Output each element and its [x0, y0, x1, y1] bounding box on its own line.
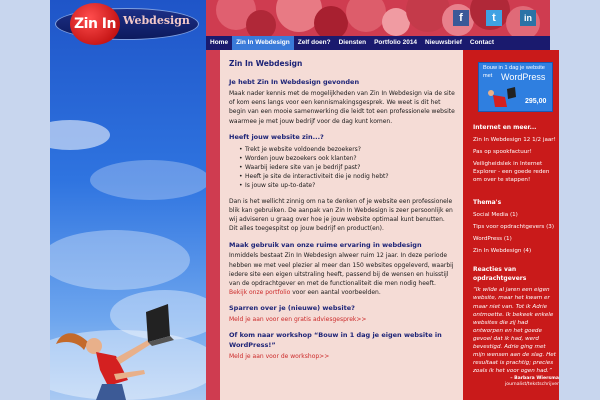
- nav-portfolio[interactable]: Portfolio 2014: [374, 39, 418, 46]
- advice-link[interactable]: Meld je aan voor een gratis adviesgesprek>>: [229, 315, 367, 323]
- facebook-icon[interactable]: f: [453, 10, 469, 26]
- approach-paragraph: Dan is het wellicht zinnig om na te denken of je website een professionele blik kan gebruiken. De aanpak van Zin In Webdesign is zeer persoonlijk en wij adviseren u graag over hoe je jouw website optimaal kunt benutten. Dit alles toegespitst op jouw bedrijf en product(en).: [229, 198, 453, 233]
- theme-item[interactable]: Zin In Webdesign (4): [473, 248, 532, 255]
- nav-nieuwsbrief[interactable]: Nieuwsbrief: [425, 39, 462, 46]
- reactions-title: Reacties van opdrachtgevers: [473, 266, 527, 282]
- logo-main[interactable]: Zin In: [70, 3, 120, 45]
- heading-workshop: Of kom naar workshop “Bouw in 1 dag je eigen website in WordPress!”: [229, 330, 442, 349]
- banner-wordpress: WordPress: [501, 72, 546, 82]
- list-item: • Trekt je website voldoende bezoekers?: [239, 145, 455, 154]
- news-section: [473, 124, 559, 188]
- testimonial-author: – Barbara Wiersma: [510, 375, 559, 381]
- nav-zin-in-webdesign[interactable]: Zin In Webdesign: [232, 36, 294, 50]
- banner-line1: Bouw in 1 dag je website: [483, 65, 545, 71]
- nav-contact[interactable]: Contact: [469, 39, 495, 46]
- news-item[interactable]: Pas op spookfactuur!: [473, 148, 532, 155]
- theme-item[interactable]: WordPress (1): [473, 235, 512, 242]
- news-title: Internet en meer...: [473, 124, 537, 131]
- themes-title: Thema's: [473, 199, 502, 206]
- nav-zelf-doen[interactable]: Zelf doen?: [297, 39, 331, 46]
- list-item: • Worden jouw bezoekers ook klanten?: [239, 154, 455, 163]
- heading-experience: Maak gebruik van onze ruime ervaring in webdesign: [229, 240, 422, 249]
- news-item[interactable]: Zin In Webdesign 12 1/2 jaar!: [473, 136, 556, 143]
- theme-item[interactable]: Tips voor opdrachtgevers (3): [473, 223, 554, 230]
- hero-figure-image: [56, 300, 186, 400]
- heading-found: Je hebt Zin In Webdesign gevonden: [229, 78, 360, 87]
- theme-item[interactable]: Social Media (1): [473, 211, 518, 218]
- list-item: • Waarbij iedere site van je bedrijf past?: [239, 163, 455, 172]
- banner-figure-image: [483, 85, 519, 111]
- main-content: [220, 50, 463, 400]
- themes-section: [473, 199, 559, 259]
- list-item: • Heeft je site de interactiviteit die je nodig hebt?: [239, 172, 455, 181]
- workshop-banner[interactable]: [478, 62, 553, 112]
- heading-spar: Sparren over je (nieuwe) website?: [229, 303, 355, 312]
- news-item[interactable]: Veiligheidslek in Internet Explorer - een goede reden om over te stappen!: [473, 160, 550, 184]
- twitter-icon[interactable]: t: [486, 10, 502, 26]
- heading-site: Heeft jouw website zin...?: [229, 132, 324, 141]
- testimonial-quote: “Ik wilde al jaren een eigen website, maar het kwam er maar niet van. Tot ik Adrie ontmoette. Ik bekeek enkele websites die zij had ontworpen en het goede gevoel dat ik had, werd bevestigd. Adrie ging met mijn wensen aan de slag. Het resultaat is prachtig; precies zoals ik het voor ogen had.”: [473, 287, 556, 375]
- banner-price: 295,00: [525, 98, 547, 105]
- testimonial-role: journalist/tekstschrijver: [504, 382, 559, 388]
- logo-subtitle: Webdesign: [123, 14, 190, 27]
- workshop-link[interactable]: Meld je aan voor de workshop>>: [229, 352, 330, 360]
- nav-home[interactable]: Home: [210, 39, 229, 46]
- list-item: • Is jouw site up-to-date?: [239, 181, 455, 190]
- nav-diensten[interactable]: Diensten: [338, 39, 367, 46]
- content-left-strip: [206, 50, 220, 400]
- experience-paragraph: Inmiddels bestaat Zin In Webdesign alweer ruim 12 jaar. In deze periode hebben we met veel plezier al meer dan 150 websites opgeleverd, waarbij iedere site een eigen uitstraling heeft, passend bij de wensen en huisstijl van de opdrachtgever en met de functionaliteit die men nodig heeft. Bekijk onze portfolio voor een aantal voorbeelden.: [229, 252, 454, 296]
- intro-paragraph: Maak nader kennis met de mogelijkheden van Zin In Webdesign via de site of kom eens langs voor een kennismakingsgesprek. We weet is dit het begin van een mooie samenwerking die leidt tot een professionele website waarmee je met jouw bedrijf voor de dag kunt komen.: [229, 90, 455, 125]
- main-nav: [206, 36, 550, 50]
- page-title: Zin In Webdesign: [229, 59, 303, 68]
- banner-line2: met: [483, 73, 493, 79]
- portfolio-link[interactable]: Bekijk onze portfolio: [229, 288, 291, 296]
- linkedin-icon[interactable]: in: [520, 10, 536, 26]
- reactions-section: [473, 266, 559, 389]
- questions-list: [239, 145, 455, 191]
